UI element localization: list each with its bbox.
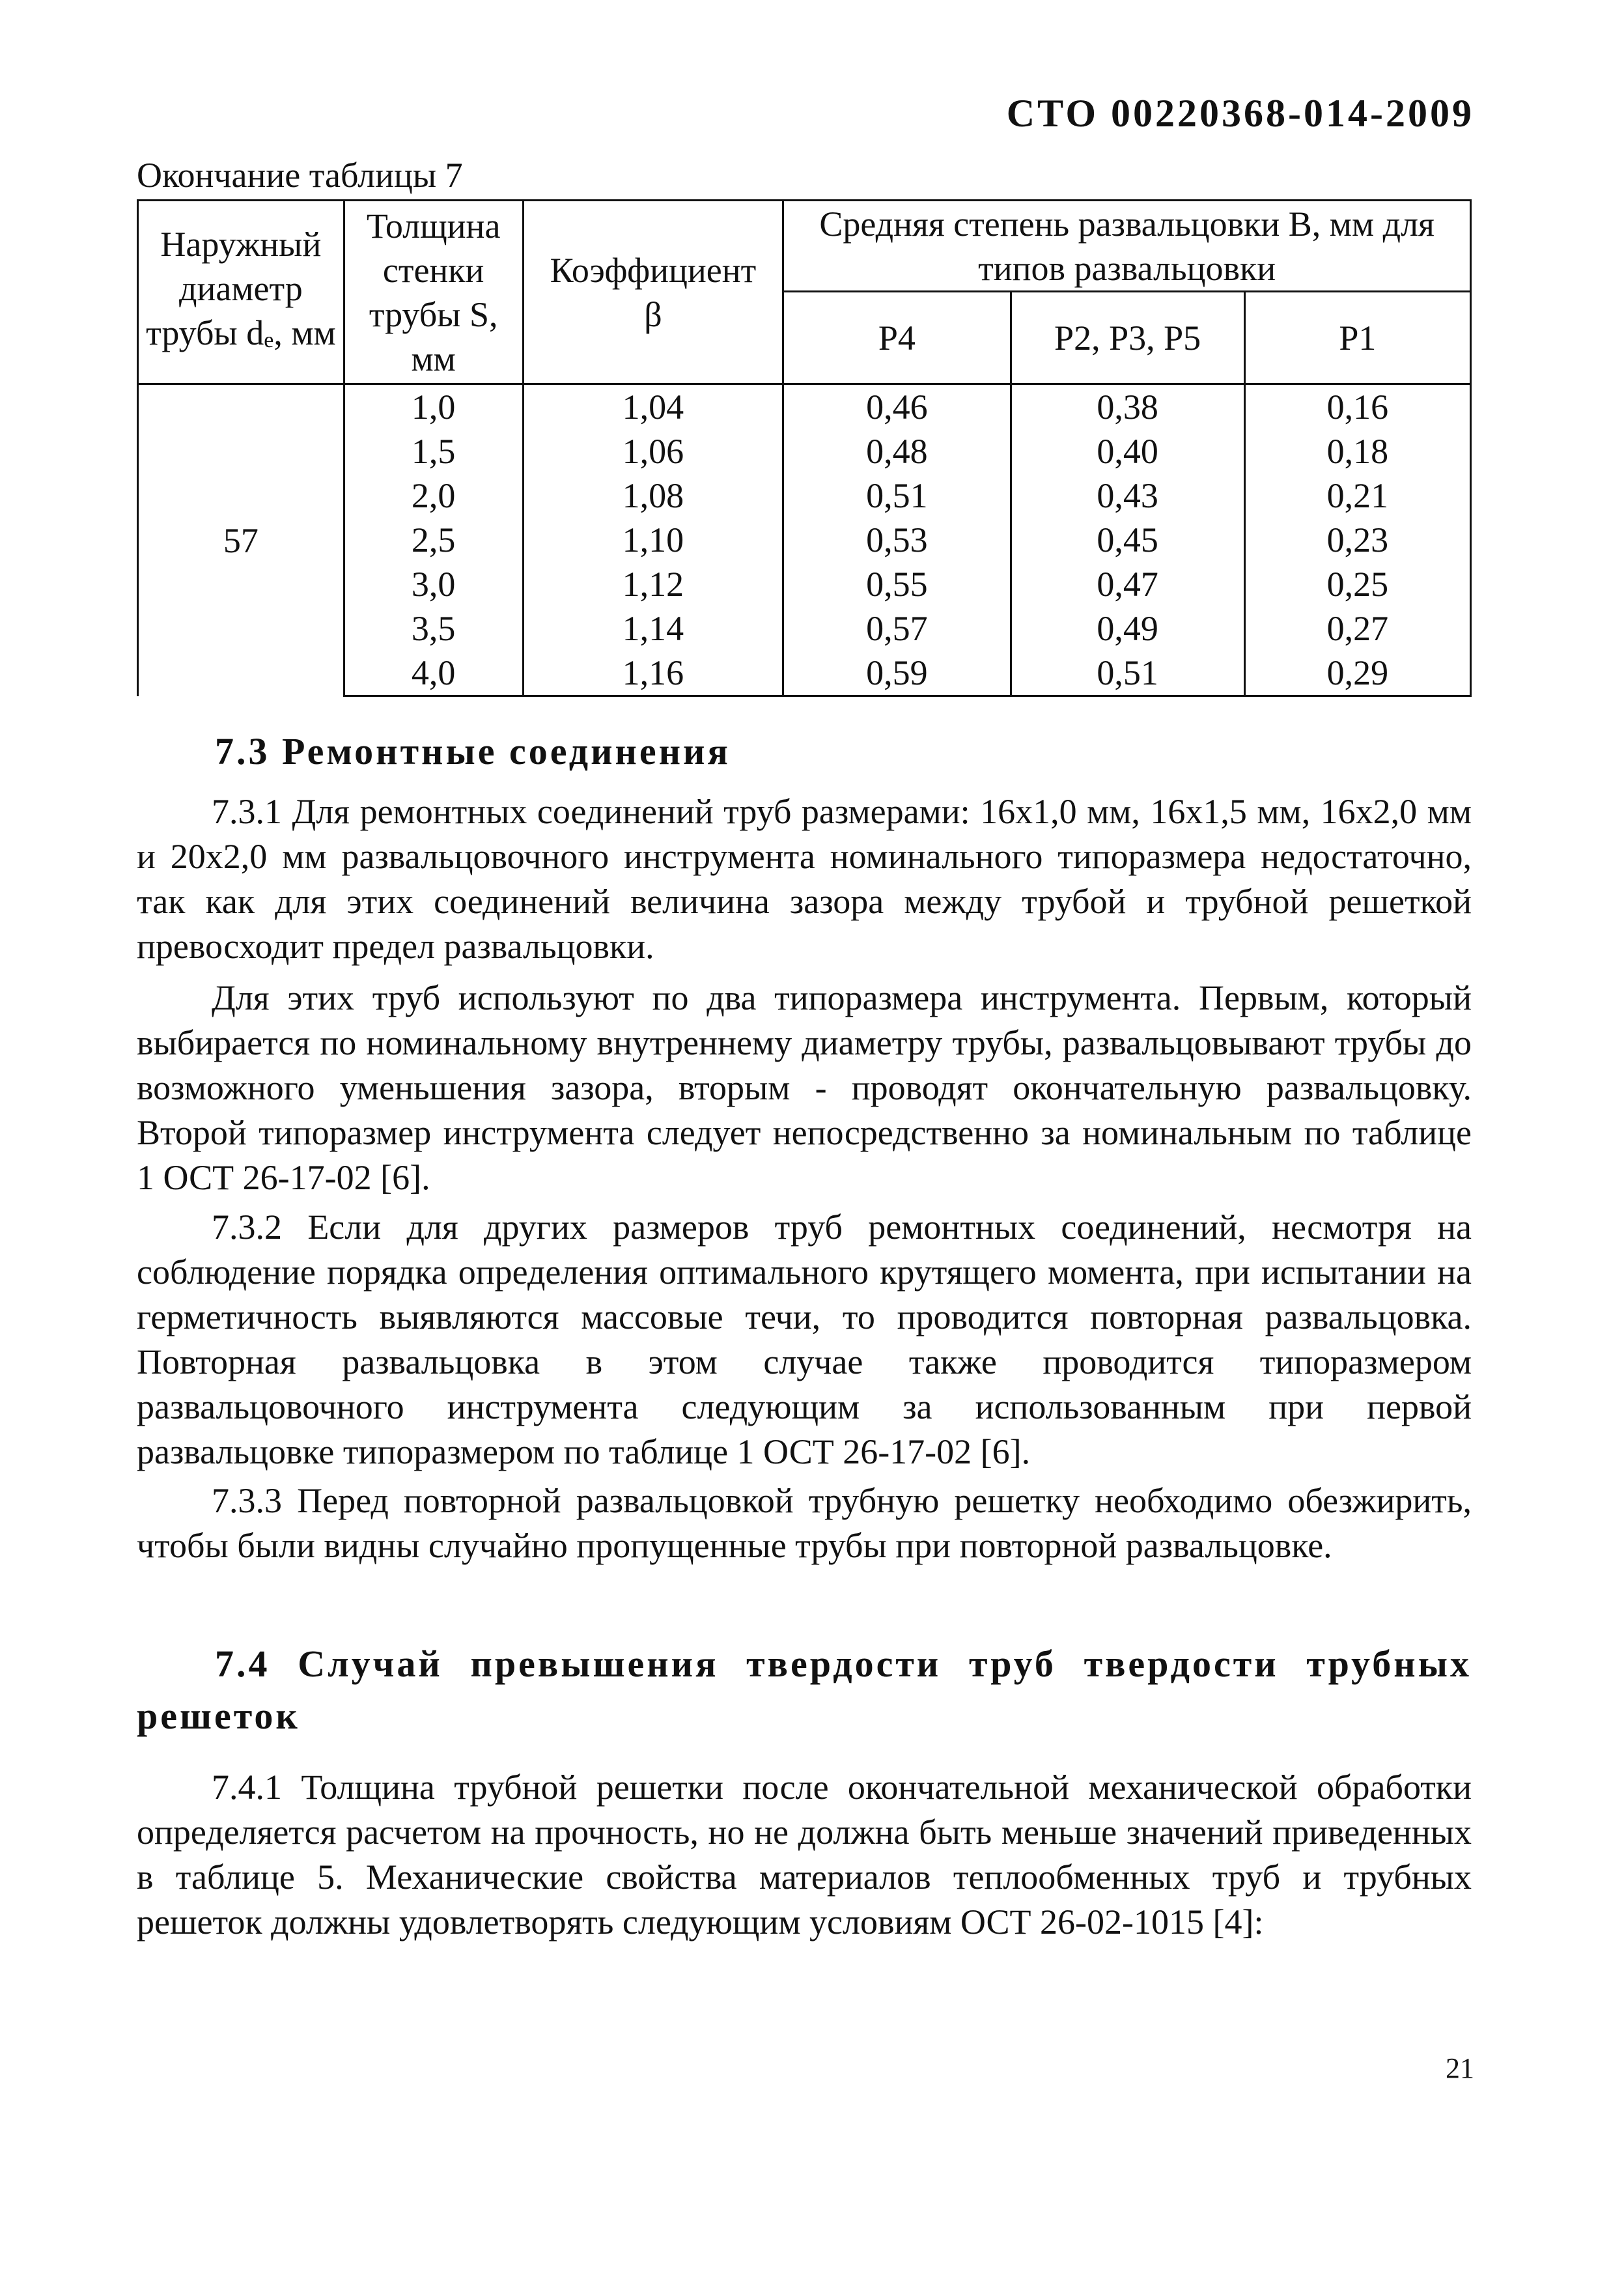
cell: 0,51 xyxy=(783,473,1011,518)
header-coefficient: Коэффициент β xyxy=(523,201,783,384)
cell: 1,06 xyxy=(523,429,783,473)
cell: 0,38 xyxy=(1011,384,1244,430)
paragraph-7-3-2: 7.3.2 Если для других размеров труб ремонтных соединений, несмотря на соблюдение порядка определения оптимального крутящего момента, при испытании на герметичность выявляются массовые течи, то проводится повторная развальцовка. Повторная развальцовка в этом случае также проводится типоразмером развальцовочного инструмента следующим за использованным при первой развальцовке типоразмером по таблице 1 ОСТ 26-17-02 [6]. xyxy=(137,1208,1472,1471)
cell: 0,59 xyxy=(783,651,1011,696)
cell: 1,08 xyxy=(523,473,783,518)
section-heading-7-3: 7.3 Ремонтные соединения xyxy=(215,730,731,772)
cell: 0,21 xyxy=(1244,473,1470,518)
cell: 1,12 xyxy=(523,562,783,606)
cell: 1,14 xyxy=(523,606,783,651)
cell: 0,25 xyxy=(1244,562,1470,606)
cell: 3,5 xyxy=(344,606,523,651)
header-thickness: Толщина стенки трубы S, мм xyxy=(344,201,523,384)
paragraph-7-4-1: 7.4.1 Толщина трубной решетки после окончательной механической обработки определяется расчетом на прочность, но не должна быть меньше значений приведенных в таблице 5. Механические свойства материалов теплообменных труб и трубных решеток должны удовлетворять следующим условиям ОСТ 26-02-1015 [4]: xyxy=(137,1768,1472,1942)
cell: 0,53 xyxy=(783,518,1011,562)
header-type-p1: Р1 xyxy=(1244,292,1470,384)
cell: 0,46 xyxy=(783,384,1011,430)
cell: 0,48 xyxy=(783,429,1011,473)
cell: 3,0 xyxy=(344,562,523,606)
cell: 0,55 xyxy=(783,562,1011,606)
diameter-value: 57 xyxy=(138,384,344,696)
document-code: СТО 00220368-014-2009 xyxy=(1006,92,1474,135)
table-row xyxy=(138,384,1471,430)
cell: 0,51 xyxy=(1011,651,1244,696)
cell: 0,49 xyxy=(1011,606,1244,651)
section-heading-7-4: 7.4 Случай превышения твердости труб твердости трубных решеток xyxy=(137,1643,1472,1737)
header-type-p4: Р4 xyxy=(783,292,1011,384)
cell: 1,0 xyxy=(344,384,523,430)
header-group: Средняя степень развальцовки В, мм для типов развальцовки xyxy=(783,201,1471,292)
paragraph-7-3-3: 7.3.3 Перед повторной развальцовкой трубную решетку необходимо обезжирить, чтобы были видны случайно пропущенные трубы при повторной развальцовке. xyxy=(137,1481,1472,1565)
table-7 xyxy=(137,199,1472,697)
cell: 0,29 xyxy=(1244,651,1470,696)
cell: 1,10 xyxy=(523,518,783,562)
cell: 0,40 xyxy=(1011,429,1244,473)
cell: 1,04 xyxy=(523,384,783,430)
table-caption: Окончание таблицы 7 xyxy=(137,156,463,195)
paragraph-7-3-1: 7.3.1 Для ремонтных соединений труб размерами: 16х1,0 мм, 16х1,5 мм, 16х2,0 мм и 20х2,0 мм развальцовочного инструмента номинального типоразмера недостаточно, так как для этих соединений величина зазора между трубой и трубной решеткой превосходит предел развальцовки. xyxy=(137,792,1472,966)
cell: 2,0 xyxy=(344,473,523,518)
cell: 2,5 xyxy=(344,518,523,562)
cell: 0,43 xyxy=(1011,473,1244,518)
header-type-p2-p3-p5: Р2, Р3, Р5 xyxy=(1011,292,1244,384)
header-diameter: Наружный диаметр трубы dе, мм xyxy=(138,201,344,384)
cell: 0,57 xyxy=(783,606,1011,651)
cell: 0,27 xyxy=(1244,606,1470,651)
paragraph-7-3-1-cont: Для этих труб используют по два типоразмера инструмента. Первым, который выбирается по номинальному внутреннему диаметру трубы, развальцовывают трубы до возможного уменьшения зазора, вторым - проводят окончательную развальцовку. Второй типоразмер инструмента следует непосредственно за номинальным по таблице 1 ОСТ 26-17-02 [6]. xyxy=(137,978,1472,1197)
cell: 1,16 xyxy=(523,651,783,696)
cell: 1,5 xyxy=(344,429,523,473)
page-number: 21 xyxy=(1446,2052,1474,2084)
cell: 4,0 xyxy=(344,651,523,696)
cell: 0,45 xyxy=(1011,518,1244,562)
cell: 0,18 xyxy=(1244,429,1470,473)
cell: 0,23 xyxy=(1244,518,1470,562)
cell: 0,16 xyxy=(1244,384,1470,430)
cell: 0,47 xyxy=(1011,562,1244,606)
